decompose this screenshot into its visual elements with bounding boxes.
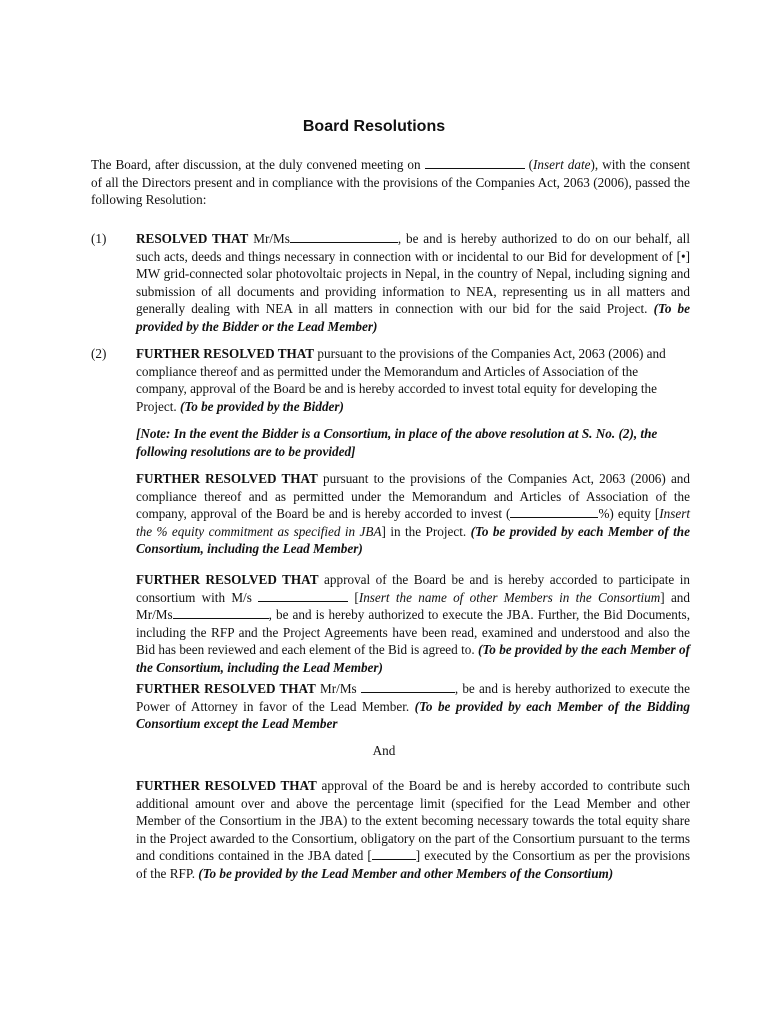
jba-date-blank <box>372 847 416 860</box>
intro-text-2: ( <box>524 157 534 172</box>
resolution-b-text-1: approval of the Board be and is hereby accorded to participate in consortium with M/s <box>136 572 690 605</box>
resolution-b-note: (To be provided by the each Member of the Consortium, including the Lead Member) <box>136 642 690 675</box>
resolution-1 <box>136 230 690 336</box>
resolution-a-note: (To be provided by each Member of the Consortium, including the Lead Member) <box>136 523 690 557</box>
resolution-2-text: pursuant to the provisions of the Companies Act, 2063 (2006) and compliance thereof and as permitted under the Memorandum and Articles of Association of the company, approval of the Board be and is hereby accorded to invest total equity for developing the Project. <box>136 346 666 414</box>
and-separator: And <box>372 743 396 758</box>
resolution-c <box>136 680 690 733</box>
insert-date-label: Insert date <box>533 157 591 172</box>
resolution-1-note: (To be provided by the Bidder or the Lead Member) <box>136 301 690 334</box>
name-blank-3 <box>361 680 455 693</box>
equity-insert-label: Insert the % equity commitment as specified in JBA <box>136 506 690 539</box>
intro-text-1: The Board, after discussion, at the duly convened meeting on <box>91 157 425 172</box>
resolution-b-text-3: ] and Mr/Ms <box>136 589 690 623</box>
resolution-2 <box>136 345 690 415</box>
resolution-c-note: (To be provided by each Member of the Bidding Consortium except the Lead Member <box>136 698 691 732</box>
consortium-name-blank <box>258 589 348 602</box>
resolution-a-text-1: pursuant to the provisions of the Companies Act, 2063 (2006) and compliance thereof and as permitted under the Memorandum and Articles of Association of the company, approval of the Board be and is hereby accorded to invest ( <box>136 471 690 522</box>
resolution-c-text-2: , be and is hereby authorized to execute the Power of Attorney in favor of the Lead Member. <box>136 681 691 714</box>
resolution-d <box>136 777 690 883</box>
resolution-d-text-1: approval of the Board be and is hereby accorded to contribute such additional amount over and above the percentage limit (specified for the Lead Member and other Member of the Consortium in the JBA) to the extent becoming necessary towards the total equity share in the Project awarded to the Consortium, obligatory on the part of the Consortium pursuant to the terms and conditions contained in the JBA dated [ <box>136 778 691 864</box>
consortium-note: [Note: In the event the Bidder is a Consortium, in place of the above resolution at S. No. (2), the following resolutions are to be provided] <box>136 426 658 459</box>
resolution-b-text-4: , be and is hereby authorized to execute the JBA. Further, the Bid Documents, including the RFP and the Project Agreements have been read, examined and understood and also the Bid has been reviewed and each element of the Bid is agreed to. <box>136 607 690 658</box>
resolution-d-text-2: ] executed by the Consortium as per the provisions of the RFP. <box>136 848 690 881</box>
resolution-c-lead: FURTHER RESOLVED THAT <box>136 681 316 696</box>
resolution-a-lead: FURTHER RESOLVED THAT <box>136 471 318 486</box>
resolution-1-text-2: , be and is hereby authorized to do on our behalf, all such acts, deeds and things necessary in connection with or incidental to our Bid for development of [•] MW grid-connected solar photovoltaic projects in Nepal, in the country of Nepal, including signing and submission of all documents and providing information to NEA, representing us in all matters and generally dealing with NEA in all matters in connection with our bid for the said Project. <box>136 231 690 317</box>
intro-paragraph <box>91 156 690 209</box>
equity-percent-blank <box>510 505 598 518</box>
resolution-1-text-1: Mr/Ms <box>248 231 290 246</box>
resolution-a-text-3: ] in the Project. <box>381 523 471 539</box>
resolution-d-note: (To be provided by the Lead Member and other Members of the Consortium) <box>198 865 614 881</box>
resolution-b-text-2: [ <box>348 589 359 605</box>
item-number-2: (2) <box>91 346 107 361</box>
name-blank-2 <box>173 606 269 619</box>
resolution-b-lead: FURTHER RESOLVED THAT <box>136 572 319 587</box>
resolution-1-lead: RESOLVED THAT <box>136 231 249 246</box>
resolution-c-text-1: Mr/Ms <box>315 681 361 696</box>
resolution-b <box>136 571 690 677</box>
resolution-2-note: (To be provided by the Bidder) <box>179 398 344 414</box>
name-blank-1 <box>290 230 398 243</box>
page-title: Board Resolutions <box>302 118 446 135</box>
resolution-2-lead: FURTHER RESOLVED THAT <box>136 346 315 361</box>
meeting-date-blank <box>425 156 525 169</box>
item-number-1: (1) <box>91 231 107 246</box>
consortium-insert-label: Insert the name of other Members in the Consortium <box>358 589 661 605</box>
intro-text-3: ), with the consent of all the Directors present and in compliance with the provisions of the Companies Act, 2063 (2006), passed the following Resolution: <box>91 157 690 208</box>
resolution-a-text-2: %) equity [ <box>598 506 660 522</box>
resolution-d-lead: FURTHER RESOLVED THAT <box>136 778 317 793</box>
resolution-a <box>136 470 690 558</box>
